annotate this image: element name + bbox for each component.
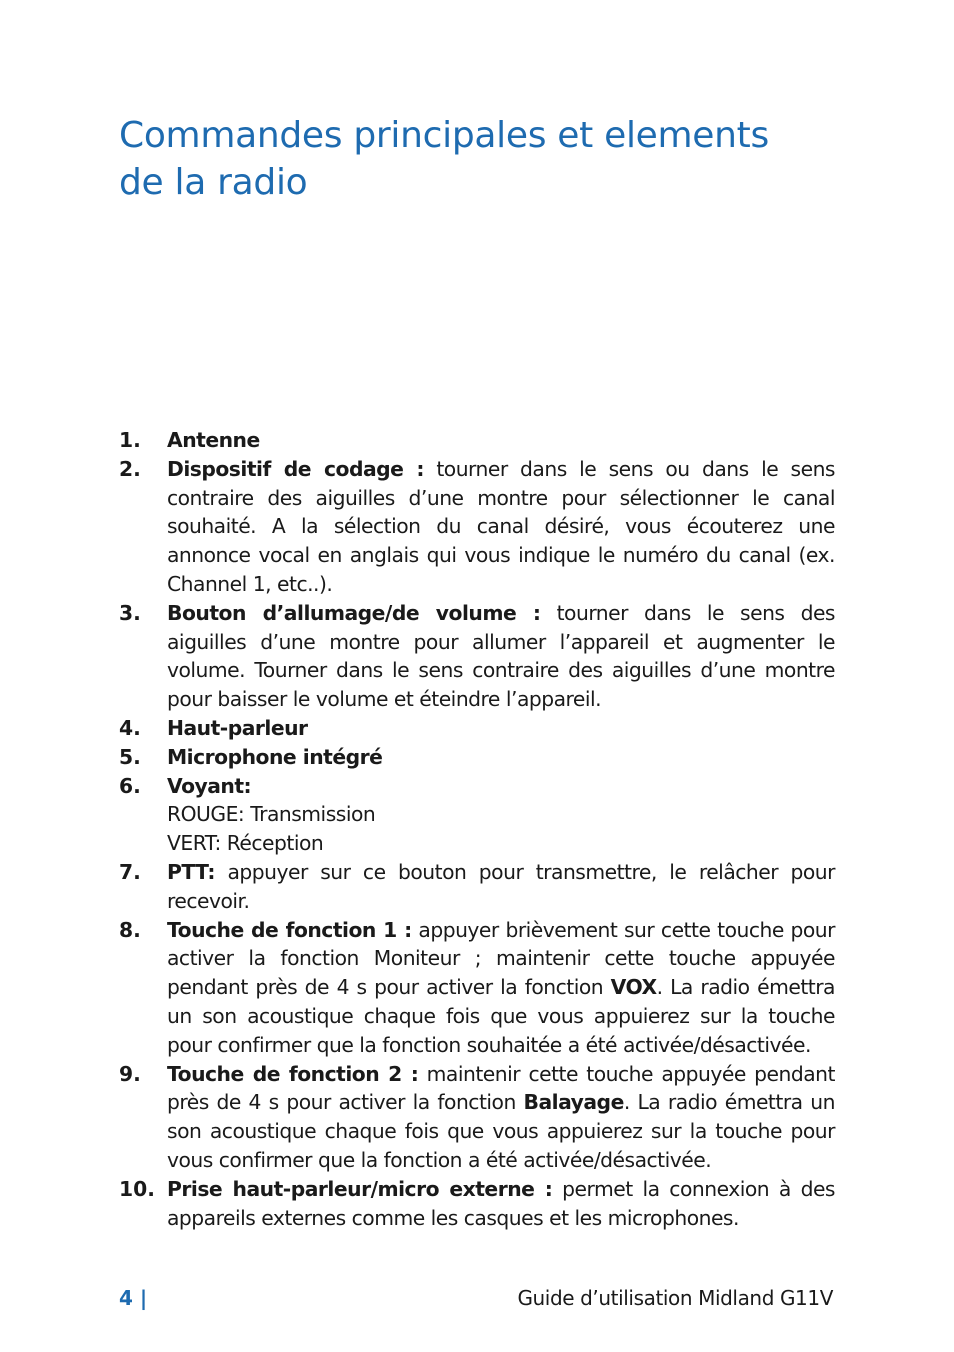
- item-label: Touche de fonction 1 :: [167, 917, 412, 942]
- controls-list: [119, 426, 835, 1232]
- item-number: 9.: [119, 1061, 141, 1086]
- item-label: Prise haut-parleur/micro externe :: [167, 1176, 553, 1201]
- list-item: [119, 1175, 835, 1233]
- item-description: appuyer sur ce bouton pour transmettre, le relâcher pour recevoir.: [167, 859, 835, 913]
- item-emphasis: VOX: [610, 975, 657, 1000]
- list-item: [119, 1060, 835, 1175]
- item-label: Bouton d’allumage/de volume :: [167, 600, 541, 625]
- item-number: 4.: [119, 715, 141, 740]
- item-description: . La radio émettra un son acoustique chaque fois que vous appuierez sur la touche pour confirmer que la fonction souhaitée a été activée/désactivée.: [167, 975, 835, 1057]
- item-description: tourner dans le sens ou dans le sens contraire des aiguilles d’une montre pour sélectionner le canal souhaité. A la sélection du canal désiré, vous écouterez une annonce vocal en anglais qui vous indique le numéro du canal (ex. Channel 1, etc..).: [167, 456, 835, 596]
- item-description: permet la connexion à des appareils externes comme les casques et les microphones.: [167, 1176, 835, 1230]
- item-number: 1.: [119, 428, 141, 452]
- list-item: [119, 714, 835, 743]
- item-number: 8.: [119, 917, 141, 942]
- list-item: [119, 743, 835, 772]
- list-item: [119, 858, 835, 916]
- page-title: [119, 112, 839, 206]
- item-label: PTT:: [167, 859, 215, 884]
- item-number: 7.: [119, 859, 141, 884]
- item-number: 5.: [119, 744, 141, 769]
- item-number: 2.: [119, 456, 141, 481]
- list-item: [119, 426, 835, 455]
- list-item: [119, 455, 835, 599]
- item-label: Antenne: [167, 428, 260, 452]
- page-title-line-2: de la radio: [119, 162, 308, 204]
- list-item: [119, 916, 835, 1060]
- item-label: Haut-parleur: [167, 715, 308, 740]
- item-description: maintenir cette touche appuyée pendant près de 4 s pour activer la fonction: [167, 1061, 835, 1115]
- item-description: appuyer brièvement sur cette touche pour activer la fonction Moniteur ; maintenir cette touche appuyée pendant près de 4 s pour activer la fonction: [167, 917, 835, 1000]
- item-emphasis: Balayage: [523, 1090, 624, 1115]
- page-title-line-1: Commandes principales et elements: [119, 115, 769, 157]
- item-number: 3.: [119, 600, 141, 625]
- item-label: Touche de fonction 2 :: [167, 1061, 419, 1086]
- item-description: tourner dans le sens des aiguilles d’une montre pour allumer l’appareil et augmenter le volume. Tourner dans le sens contraire des aiguilles d’une montre pour baisser le volume et éteindre l’appareil.: [167, 600, 835, 712]
- item-number: 10.: [119, 1176, 155, 1201]
- guide-title: Guide d’utilisation Midland G11V: [517, 1286, 833, 1310]
- list-item: [119, 772, 835, 858]
- item-number: 6.: [119, 773, 141, 798]
- list-item: [119, 599, 835, 714]
- led-red-description: ROUGE: Transmission: [167, 802, 376, 827]
- led-green-description: VERT: Réception: [167, 831, 324, 856]
- page-number: 4 |: [119, 1286, 148, 1310]
- item-description: . La radio émettra un son acoustique chaque fois que vous appuierez sur la touche pour vous confirmer que la fonction a été activée/désactivée.: [167, 1090, 835, 1172]
- item-label: Voyant:: [167, 773, 252, 798]
- item-label: Dispositif de codage :: [167, 456, 424, 481]
- item-label: Microphone intégré: [167, 744, 383, 769]
